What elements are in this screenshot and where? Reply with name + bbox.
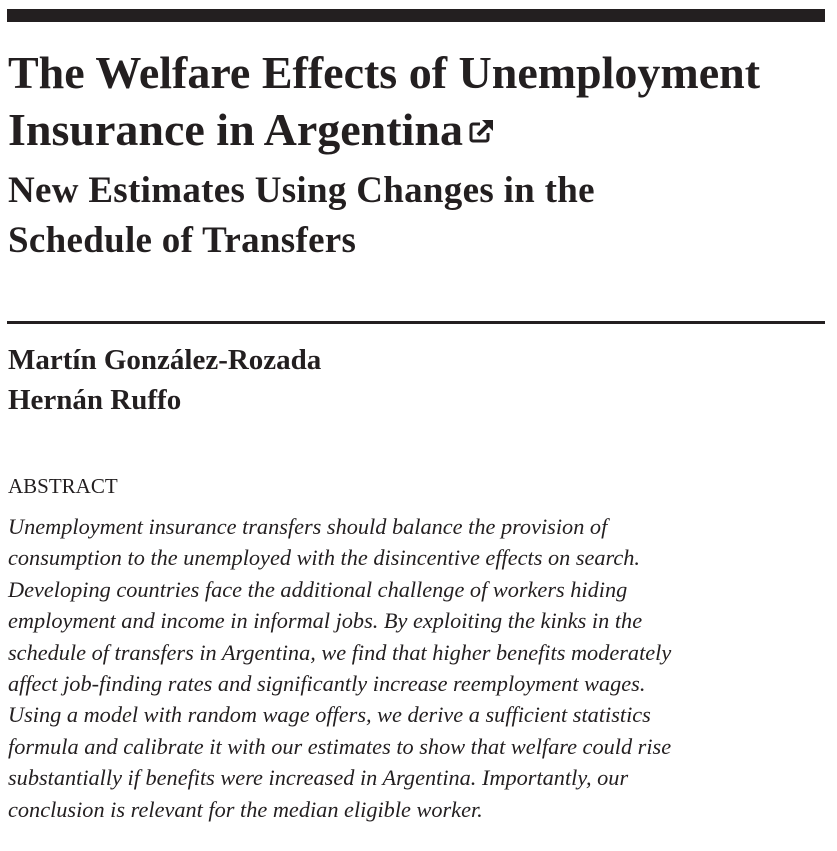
abstract-line: substantially if benefits were increased in Argentina. Importantly, our [8,765,629,791]
abstract-line: Unemployment insurance transfers should balance the provision of [8,514,608,539]
article-subtitle [8,166,595,266]
abstract-line: conclusion is relevant for the median eligible worker. [8,796,483,822]
header-bar [7,9,825,22]
abstract-heading: ABSTRACT [8,474,118,498]
abstract-line: schedule of transfers in Argentina, we find that higher benefits moderately [8,639,672,665]
subtitle-line: New Estimates Using Changes in the [8,170,595,211]
author[interactable]: Hernán Ruffo [8,384,182,416]
abstract-line: formula and calibrate it with our estimates to show that welfare could rise [8,733,672,759]
subtitle-line: Schedule of Transfers [8,220,357,261]
title-line-text: Insurance in Argentina [8,104,463,155]
abstract-line: employment and income in informal jobs. By exploiting the kinks in the [8,608,643,634]
author[interactable]: Martín González-Rozada [8,344,322,376]
divider [7,321,825,324]
abstract-line: Developing countries face the additional challenge of workers hiding [8,576,628,602]
abstract-line: affect job-finding rates and significantly increase reemployment wages. [8,671,646,697]
abstract-body [8,511,828,825]
abstract-line: Using a model with random wage offers, we derive a sufficient statistics [8,702,651,728]
abstract-line: consumption to the unemployed with the disincentive effects on search. [8,545,641,571]
article-title [8,44,837,163]
title-line [8,101,837,163]
external-link-icon[interactable] [469,100,495,157]
author-list [8,340,321,420]
title-line: The Welfare Effects of Unemployment [8,47,761,98]
